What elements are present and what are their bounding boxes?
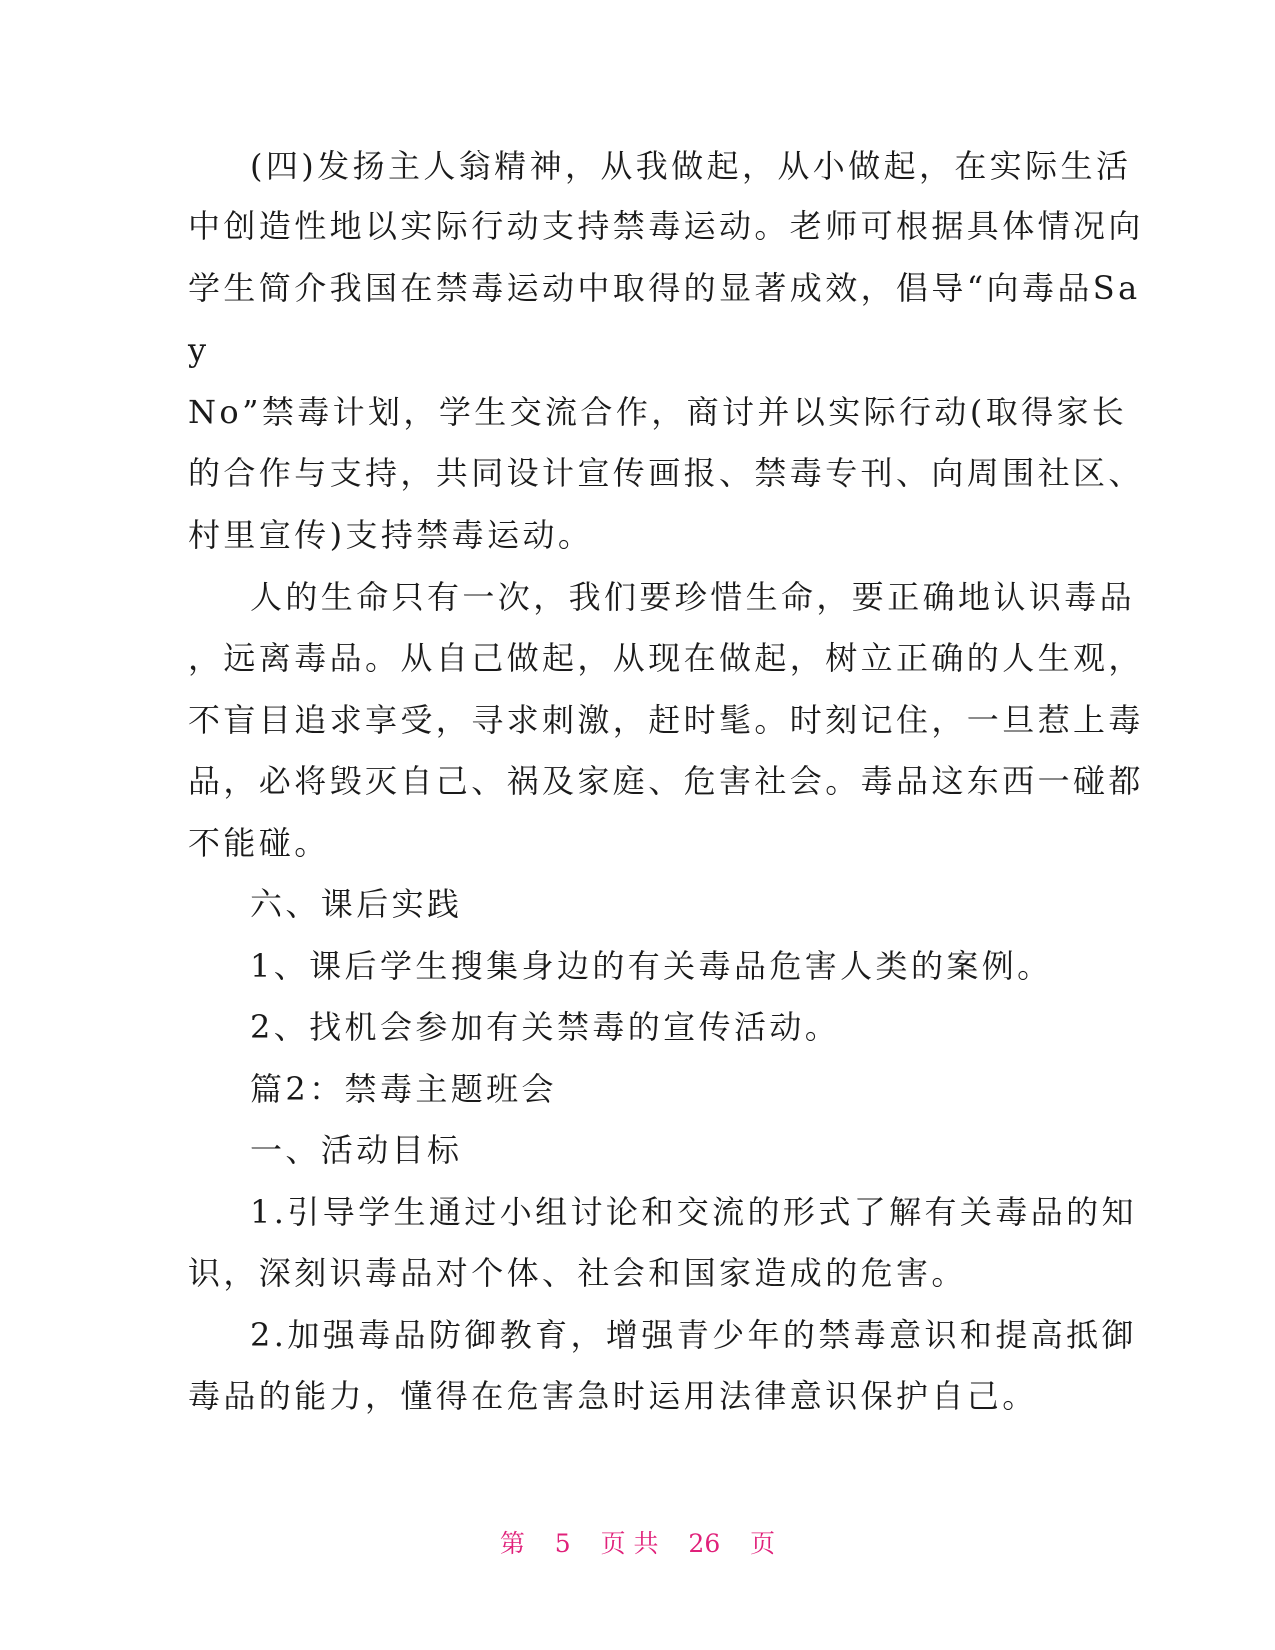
current-page-number: 5 bbox=[554, 1529, 571, 1558]
paragraph-line: 不能碰。 bbox=[188, 824, 330, 862]
total-page-count: 26 bbox=[688, 1529, 721, 1558]
footer-middle: 页 共 bbox=[600, 1529, 659, 1558]
paragraph-line: y bbox=[188, 331, 210, 369]
paragraph-line: 的合作与支持，共同设计宣传画报、禁毒专刊、向周围社区、 bbox=[188, 454, 1144, 492]
paragraph-line: 学生简介我国在禁毒运动中取得的显著成效，倡导“向毒品Sa bbox=[188, 269, 1141, 307]
paragraph-line: (四)发扬主人翁精神，从我做起，从小做起，在实际生活 bbox=[250, 147, 1132, 185]
paragraph-line: 人的生命只有一次，我们要珍惜生命，要正确地认识毒品 bbox=[250, 578, 1136, 616]
paragraph-line: 品，必将毁灭自己、祸及家庭、危害社会。毒品这东西一碰都 bbox=[188, 762, 1144, 800]
paragraph-line: 村里宣传)支持禁毒运动。 bbox=[188, 516, 594, 554]
paragraph-line: 识，深刻识毒品对个体、社会和国家造成的危害。 bbox=[188, 1254, 967, 1292]
footer-suffix: 页 bbox=[750, 1529, 776, 1558]
paragraph-line: No”禁毒计划，学生交流合作，商讨并以实际行动(取得家长 bbox=[188, 393, 1128, 431]
paragraph-line: 1.引导学生通过小组讨论和交流的形式了解有关毒品的知 bbox=[250, 1193, 1137, 1231]
paragraph-line: 中创造性地以实际行动支持禁毒运动。老师可根据具体情况向 bbox=[188, 207, 1144, 245]
section-heading: 六、课后实践 bbox=[250, 885, 463, 923]
list-item: 2、找机会参加有关禁毒的宣传活动。 bbox=[250, 1008, 841, 1046]
paragraph-line: 不盲目追求享受，寻求刺激，赶时髦。时刻记住，一旦惹上毒 bbox=[188, 701, 1144, 739]
footer-prefix: 第 bbox=[499, 1529, 525, 1558]
paragraph-line: 2.加强毒品防御教育，增强青少年的禁毒意识和提高抵御 bbox=[250, 1316, 1137, 1354]
page-number-footer bbox=[0, 1528, 1275, 1560]
section-heading: 一、活动目标 bbox=[250, 1131, 463, 1169]
chapter-heading: 篇2：禁毒主题班会 bbox=[250, 1070, 557, 1108]
list-item: 1、课后学生搜集身边的有关毒品危害人类的案例。 bbox=[250, 947, 1053, 985]
paragraph-line: 毒品的能力，懂得在危害急时运用法律意识保护自己。 bbox=[188, 1377, 1038, 1415]
paragraph-line: ，远离毒品。从自己做起，从现在做起，树立正确的人生观， bbox=[188, 639, 1144, 677]
